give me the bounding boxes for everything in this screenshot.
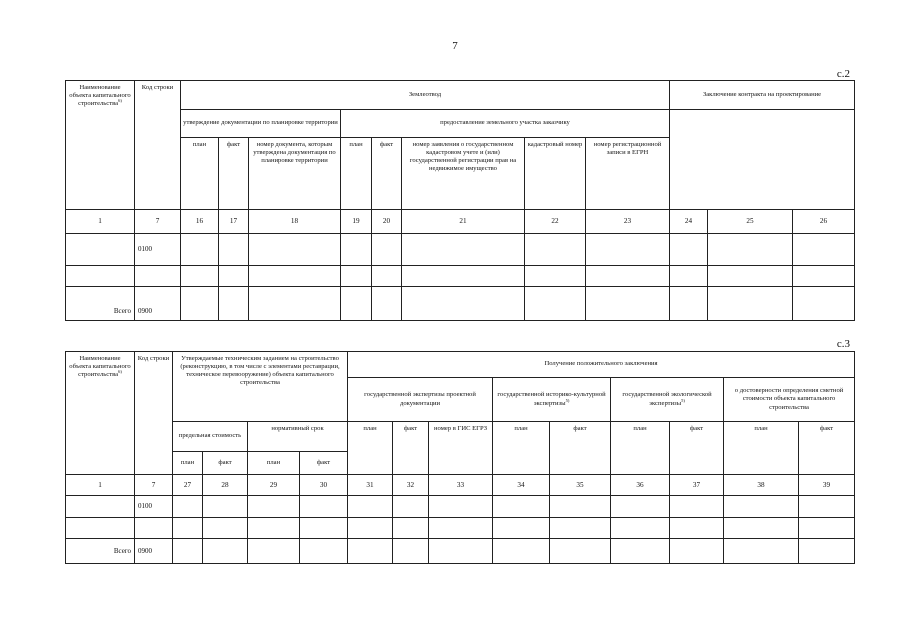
data-cell[interactable] xyxy=(793,234,855,266)
column-number: 26 xyxy=(793,210,855,234)
data-cell[interactable] xyxy=(429,539,493,564)
column-number: 28 xyxy=(203,475,248,496)
data-cell[interactable] xyxy=(300,539,348,564)
data-cell[interactable] xyxy=(203,539,248,564)
data-cell[interactable] xyxy=(724,496,799,518)
header-gis-number: номер в ГИС ЕГРЗ xyxy=(429,422,493,475)
section-label-s2: с.2 xyxy=(836,68,850,80)
data-cell[interactable] xyxy=(300,518,348,539)
page-number: 7 xyxy=(452,40,458,52)
header-provision: предоставление земельного участка заказчику xyxy=(341,110,670,138)
data-cell[interactable] xyxy=(248,518,300,539)
data-cell[interactable] xyxy=(393,496,429,518)
column-number: 20 xyxy=(372,210,402,234)
data-cell[interactable] xyxy=(799,518,855,539)
column-number: 7 xyxy=(135,210,181,234)
column-number: 30 xyxy=(300,475,348,496)
table-row-0100 xyxy=(66,496,855,518)
data-cell[interactable] xyxy=(393,518,429,539)
header-land-allotment: Землеотвод xyxy=(181,81,670,110)
header-approval: утверждение документации по планировке территории xyxy=(181,110,341,138)
header-estimate-reliability: о достоверности определения сметной стоимости объекта капитального строительства xyxy=(724,378,855,422)
line-code-cell: 0900 xyxy=(135,287,181,321)
column-number: 37 xyxy=(670,475,724,496)
total-label: Всего xyxy=(66,539,135,564)
column-number: 39 xyxy=(799,475,855,496)
header-positive-conclusion: Получение положительного заключения xyxy=(348,352,855,378)
object-name-cell[interactable] xyxy=(66,496,135,518)
data-cell[interactable] xyxy=(219,287,249,321)
line-code-cell: 0100 xyxy=(135,496,173,518)
header-state-expertise: государственной экспертизы проектной документации xyxy=(348,378,493,422)
data-cell[interactable] xyxy=(341,287,372,321)
data-cell[interactable] xyxy=(181,266,219,287)
column-number: 17 xyxy=(219,210,249,234)
data-cell[interactable] xyxy=(348,539,393,564)
column-number: 24 xyxy=(670,210,708,234)
data-cell[interactable] xyxy=(219,266,249,287)
column-number: 27 xyxy=(173,475,203,496)
form-table-s2 xyxy=(65,80,855,321)
data-cell[interactable] xyxy=(670,496,724,518)
column-number-row xyxy=(66,475,855,496)
data-cell[interactable] xyxy=(402,234,525,266)
data-cell[interactable] xyxy=(793,266,855,287)
table-row-blank xyxy=(66,518,855,539)
object-name-cell[interactable] xyxy=(66,518,135,539)
header-cadastral-number: кадастровый номер xyxy=(525,138,586,210)
data-cell[interactable] xyxy=(611,518,670,539)
header-plan: план xyxy=(181,138,219,210)
data-cell[interactable] xyxy=(724,539,799,564)
data-cell[interactable] xyxy=(372,287,402,321)
data-cell[interactable] xyxy=(249,266,341,287)
object-name-cell[interactable] xyxy=(66,266,135,287)
header-contract: Заключение контракта на проектирование xyxy=(670,81,855,110)
data-cell[interactable] xyxy=(611,539,670,564)
column-number: 34 xyxy=(493,475,550,496)
data-cell[interactable] xyxy=(793,287,855,321)
data-cell[interactable] xyxy=(708,287,793,321)
column-number: 35 xyxy=(550,475,611,496)
header-fact: факт xyxy=(203,452,248,475)
header-plan: план xyxy=(341,138,372,210)
column-number: 18 xyxy=(249,210,341,234)
table-row-0100 xyxy=(66,234,855,266)
column-number: 23 xyxy=(586,210,670,234)
data-cell[interactable] xyxy=(493,539,550,564)
data-cell[interactable] xyxy=(525,287,586,321)
header-normative-term: нормативный срок xyxy=(248,422,348,452)
header-plan: план xyxy=(348,422,393,475)
data-cell[interactable] xyxy=(203,496,248,518)
data-cell[interactable] xyxy=(493,496,550,518)
data-cell[interactable] xyxy=(586,266,670,287)
data-cell[interactable] xyxy=(300,496,348,518)
data-cell[interactable] xyxy=(393,539,429,564)
column-number: 1 xyxy=(66,475,135,496)
data-cell[interactable] xyxy=(372,234,402,266)
header-contract-blank xyxy=(670,110,855,210)
header-line-code: Код строки xyxy=(135,81,181,210)
data-cell[interactable] xyxy=(670,539,724,564)
header-document-number: номер документа, которым утверждена документация по планировке территории xyxy=(249,138,341,210)
data-cell[interactable] xyxy=(181,234,219,266)
data-cell[interactable] xyxy=(708,234,793,266)
data-cell[interactable] xyxy=(550,496,611,518)
column-number: 33 xyxy=(429,475,493,496)
column-number: 1 xyxy=(66,210,135,234)
data-cell[interactable] xyxy=(372,266,402,287)
header-fact: факт xyxy=(372,138,402,210)
column-number: 22 xyxy=(525,210,586,234)
header-object-name: Наименование объекта капитального строительства$^{6)}$ xyxy=(66,81,135,210)
line-code-cell[interactable] xyxy=(135,518,173,539)
data-cell[interactable] xyxy=(348,496,393,518)
data-cell[interactable] xyxy=(348,518,393,539)
header-object-name: Наименование объекта капитального строительства$^{6)}$ xyxy=(66,352,135,475)
column-number: 7 xyxy=(135,475,173,496)
object-name-cell[interactable] xyxy=(66,234,135,266)
column-number: 16 xyxy=(181,210,219,234)
column-number: 29 xyxy=(248,475,300,496)
header-plan: план xyxy=(611,422,670,475)
header-plan: план xyxy=(173,452,203,475)
data-cell[interactable] xyxy=(173,539,203,564)
header-fact: факт xyxy=(799,422,855,475)
data-cell[interactable] xyxy=(219,234,249,266)
data-cell[interactable] xyxy=(248,496,300,518)
column-number: 25 xyxy=(708,210,793,234)
header-plan: план xyxy=(493,422,550,475)
data-cell[interactable] xyxy=(586,287,670,321)
column-number: 19 xyxy=(341,210,372,234)
data-cell[interactable] xyxy=(708,266,793,287)
header-ecological-expertise: государственной экологической экспертизы$^{5)}$ xyxy=(611,378,724,422)
data-cell[interactable] xyxy=(670,518,724,539)
column-number: 21 xyxy=(402,210,525,234)
data-cell[interactable] xyxy=(248,539,300,564)
data-cell[interactable] xyxy=(341,266,372,287)
data-cell[interactable] xyxy=(249,287,341,321)
data-cell[interactable] xyxy=(429,496,493,518)
data-cell[interactable] xyxy=(799,539,855,564)
header-line-code: Код строки xyxy=(135,352,173,475)
data-cell[interactable] xyxy=(203,518,248,539)
data-cell[interactable] xyxy=(173,496,203,518)
header-egrn-record: номер регистрационной записи в ЕГРН xyxy=(586,138,670,210)
data-cell[interactable] xyxy=(550,518,611,539)
data-cell[interactable] xyxy=(429,518,493,539)
header-fact: факт xyxy=(550,422,611,475)
header-technical-task: Утверждаемые техническим заданием на строительство (реконструкцию, в том числе с элементами реставрации, техническое перевооружение) объекта капитального строительства xyxy=(173,352,348,422)
data-cell[interactable] xyxy=(799,496,855,518)
section-label-s3: с.3 xyxy=(836,338,850,350)
table-row-total xyxy=(66,539,855,564)
column-number: 31 xyxy=(348,475,393,496)
data-cell[interactable] xyxy=(550,539,611,564)
table-row-total xyxy=(66,287,855,321)
data-cell[interactable] xyxy=(670,287,708,321)
column-number: 36 xyxy=(611,475,670,496)
data-cell[interactable] xyxy=(670,266,708,287)
column-number: 38 xyxy=(724,475,799,496)
data-cell[interactable] xyxy=(181,287,219,321)
header-fact: факт xyxy=(670,422,724,475)
table-row-blank xyxy=(66,266,855,287)
header-fact: факт xyxy=(393,422,429,475)
header-plan: план xyxy=(248,452,300,475)
line-code-cell: 0900 xyxy=(135,539,173,564)
form-table-s3 xyxy=(65,351,855,564)
header-historical-expertise: государственной историко-культурной экспертизы$^{5)}$ xyxy=(493,378,611,422)
data-cell[interactable] xyxy=(724,518,799,539)
data-cell[interactable] xyxy=(402,266,525,287)
data-cell[interactable] xyxy=(586,234,670,266)
data-cell[interactable] xyxy=(525,234,586,266)
data-cell[interactable] xyxy=(341,234,372,266)
data-cell[interactable] xyxy=(249,234,341,266)
header-fact: факт xyxy=(300,452,348,475)
total-label: Всего xyxy=(66,287,135,321)
data-cell[interactable] xyxy=(611,496,670,518)
line-code-cell[interactable] xyxy=(135,266,181,287)
data-cell[interactable] xyxy=(402,287,525,321)
data-cell[interactable] xyxy=(525,266,586,287)
data-cell[interactable] xyxy=(173,518,203,539)
header-fact: факт xyxy=(219,138,249,210)
data-cell[interactable] xyxy=(670,234,708,266)
header-application-number: номер заявления о государственном кадастровом учете и (или) государственной регистрации прав на недвижимое имущество xyxy=(402,138,525,210)
column-number: 32 xyxy=(393,475,429,496)
line-code-cell: 0100 xyxy=(135,234,181,266)
data-cell[interactable] xyxy=(493,518,550,539)
header-plan: план xyxy=(724,422,799,475)
column-number-row xyxy=(66,210,855,234)
header-limit-cost: предельная стоимость xyxy=(173,422,248,452)
